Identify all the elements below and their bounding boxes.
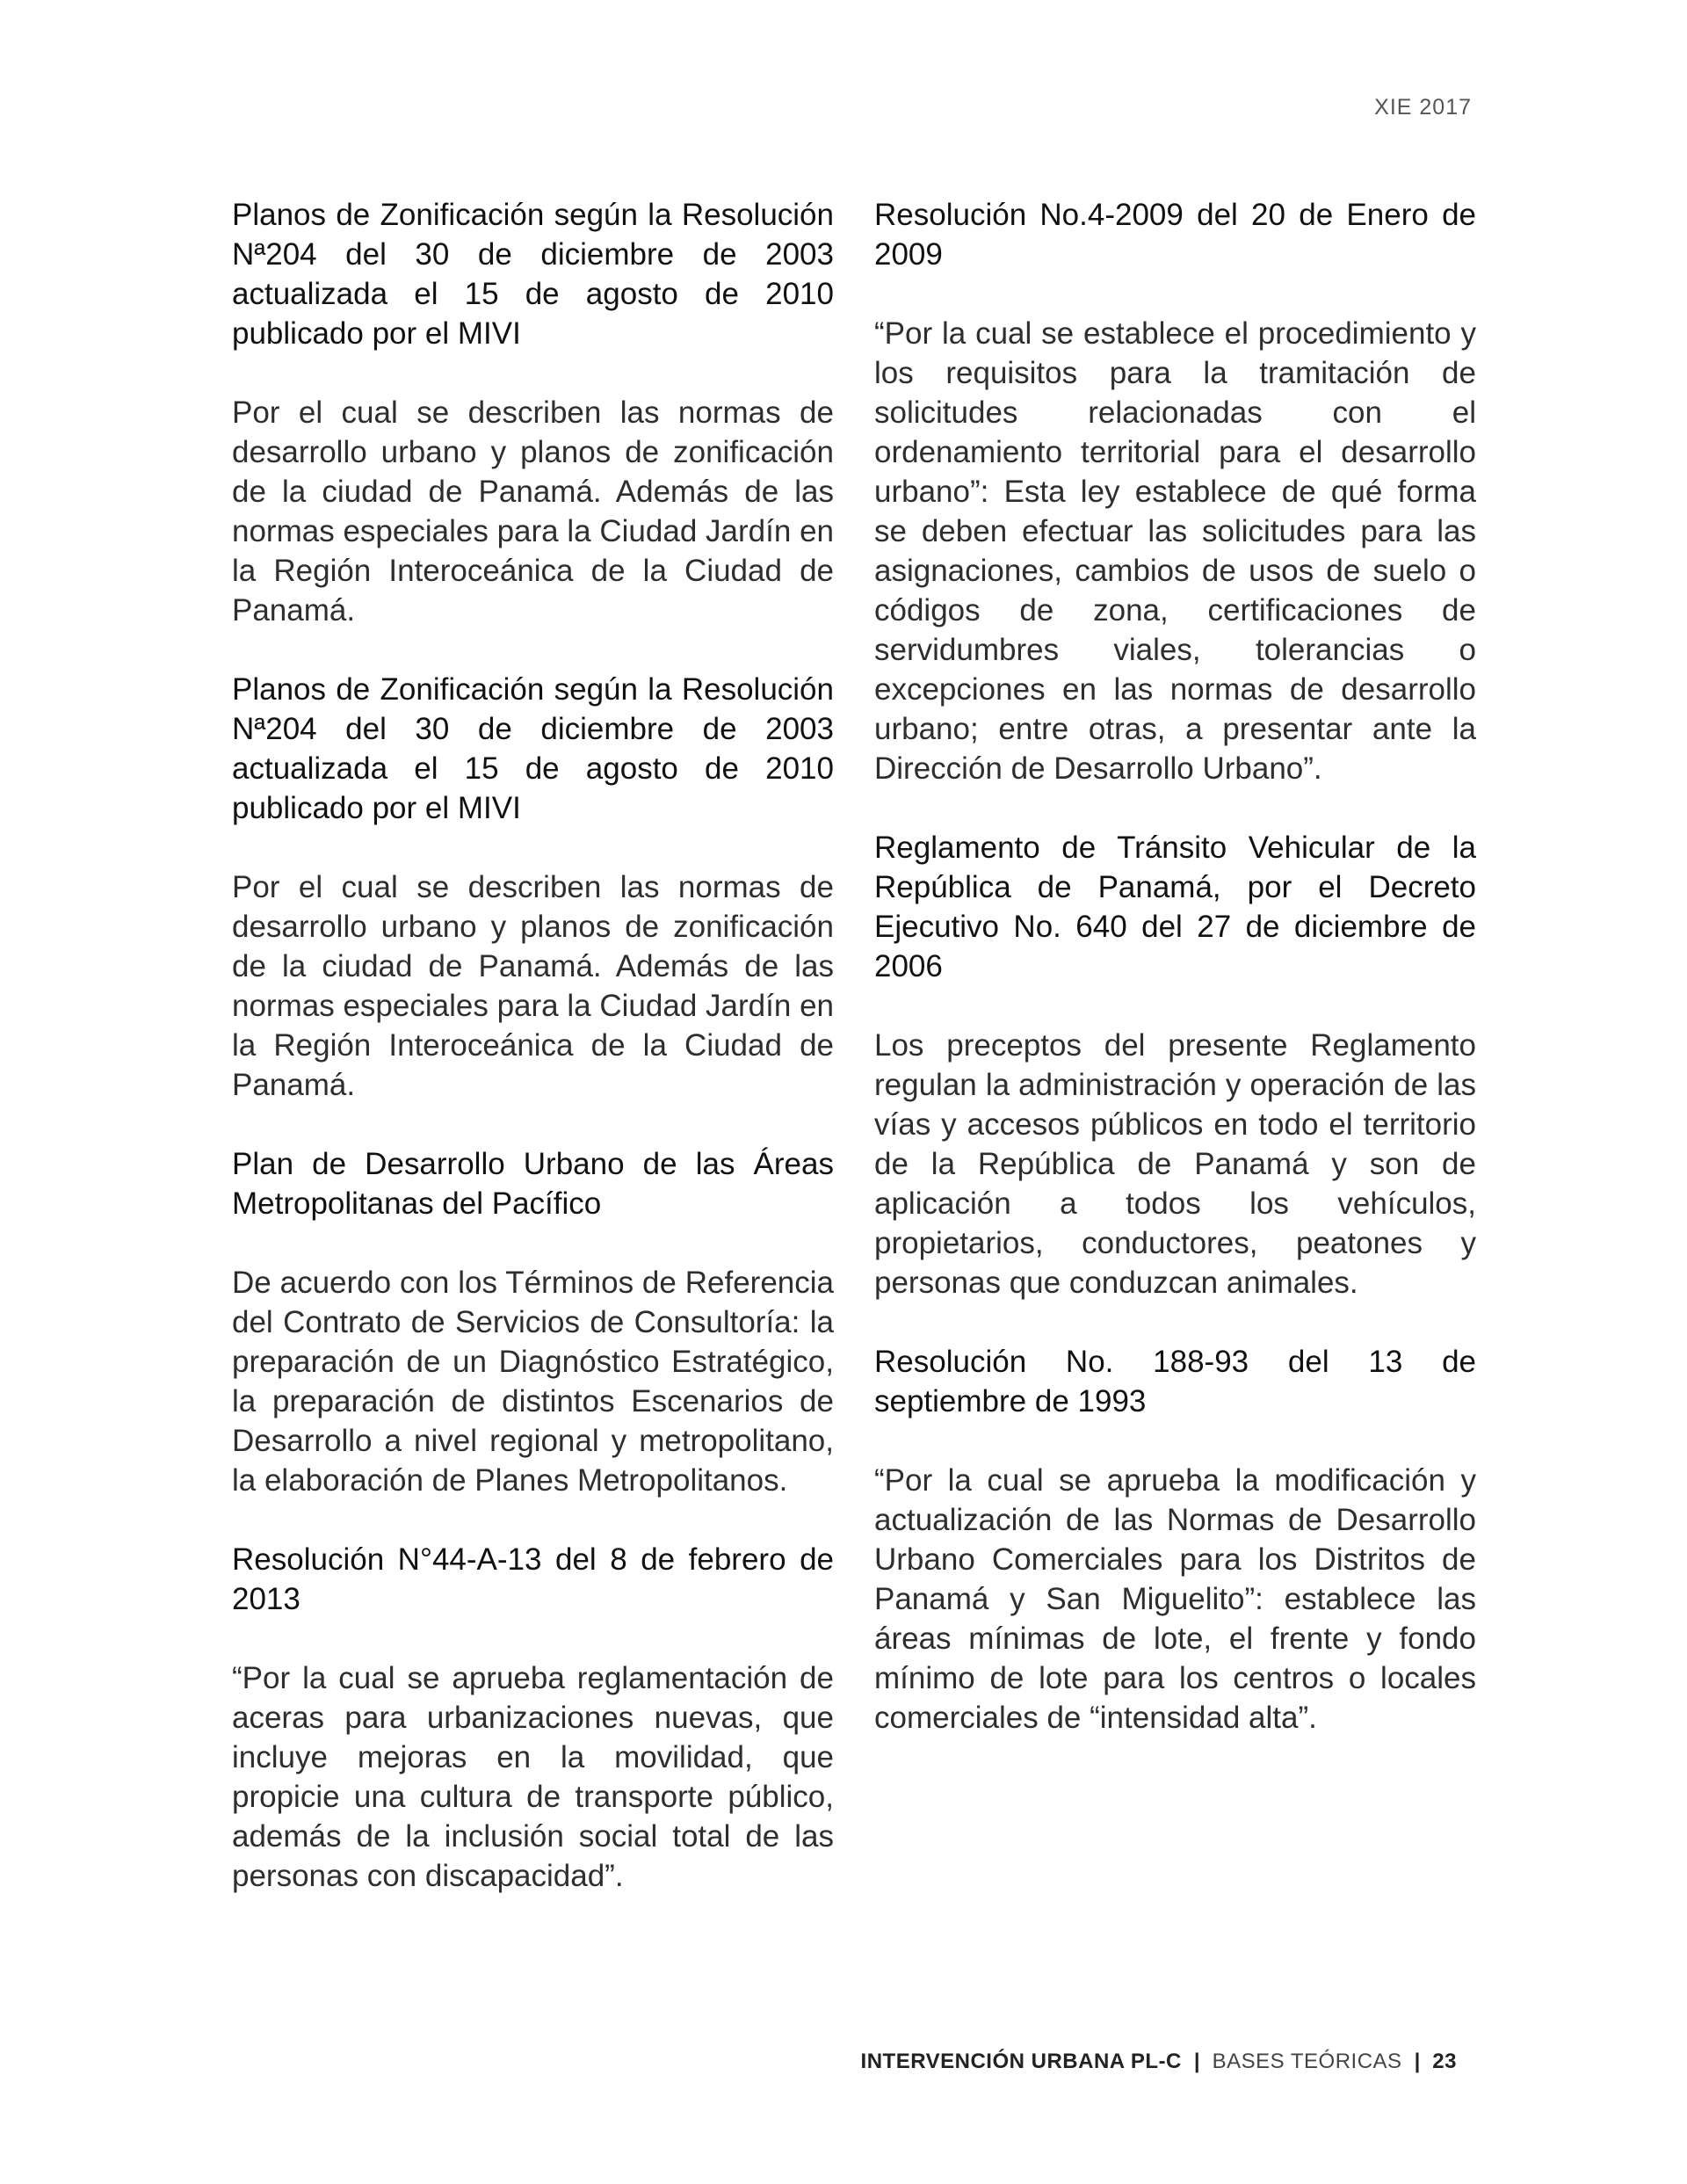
section-paragraph: De acuerdo con los Términos de Referencia del Contrato de Servicios de Consultoría: la preparación de un Diagnóstico Estratégico, la preparación de distintos Escenarios de Desarrollo a nivel regional y metropolitano, la elaboración de Planes Metropolitanos. <box>232 1266 834 1498</box>
page-number: 23 <box>1432 2050 1457 2073</box>
footer-separator: | <box>1414 2050 1421 2073</box>
section-paragraph: “Por la cual se establece el procedimiento y los requisitos para la tramitación de solicitudes relacionadas con el ordenamiento territorial para el desarrollo urbano”: Esta ley establece de qué forma se deben efectuar las solicitudes para las asignaciones, cambios de usos de suelo o códigos de zona, certificaciones de servidumbres viales, tolerancias o excepciones en las normas de desarrollo urbano; entre otras, a presentar ante la Dirección de Desarrollo Urbano”. <box>874 316 1476 786</box>
section-heading: Plan de Desarrollo Urbano de las Áreas Metropolitanas del Pacífico <box>232 1147 834 1221</box>
section-heading: Resolución No.4-2009 del 20 de Enero de 2009 <box>874 198 1476 272</box>
section-heading: Planos de Zonificación según la Resolución Nª204 del 30 de diciembre de 2003 actualizada el 15 de agosto de 2010 publicado por el MIVI <box>232 198 834 351</box>
section-heading: Reglamento de Tránsito Vehicular de la República de Panamá, por el Decreto Ejecutivo No. 640 del 27 de diciembre de 2006 <box>874 831 1476 983</box>
section-paragraph: Por el cual se describen las normas de desarrollo urbano y planos de zonificación de la ciudad de Panamá. Además de las normas especiales para la Ciudad Jardín en la Región Interoceánica de la Ciudad de Panamá. <box>232 395 834 628</box>
section-paragraph: Por el cual se describen las normas de desarrollo urbano y planos de zonificación de la ciudad de Panamá. Además de las normas especiales para la Ciudad Jardín en la Región Interoceánica de la Ciudad de Panamá. <box>232 870 834 1102</box>
right-column <box>874 195 1476 1777</box>
header-code: XIE 2017 <box>1374 95 1472 120</box>
section-paragraph: “Por la cual se aprueba la modificación y actualización de las Normas de Desarrollo Urbano Comerciales para los Distritos de Panamá y San Miguelito”: establece las áreas mínimas de lote, el frente y fondo mínimo de lote para los centros o locales comerciales de “intensidad alta”. <box>874 1463 1476 1735</box>
footer-section: BASES TEÓRICAS <box>1212 2050 1402 2073</box>
section-paragraph: “Por la cual se aprueba reglamentación de aceras para urbanizaciones nuevas, que incluye mejoras en la movilidad, que propicie una cultura de transporte público, además de la inclusión social total de las personas con discapacidad”. <box>232 1661 834 1893</box>
footer-publication: INTERVENCIÓN URBANA PL-C <box>860 2050 1182 2073</box>
section-heading: Planos de Zonificación según la Resolución Nª204 del 30 de diciembre de 2003 actualizada el 15 de agosto de 2010 publicado por el MIVI <box>232 672 834 825</box>
page-footer <box>861 2050 1457 2074</box>
left-column <box>232 195 834 1935</box>
section-paragraph: Los preceptos del presente Reglamento regulan la administración y operación de las vías y accesos públicos en todo el territorio de la República de Panamá y son de aplicación a todos los vehículos, propietarios, conductores, peatones y personas que conduzcan animales. <box>874 1028 1476 1300</box>
section-heading: Resolución No. 188-93 del 13 de septiembre de 1993 <box>874 1345 1476 1419</box>
section-heading: Resolución N°44-A-13 del 8 de febrero de 2013 <box>232 1542 834 1616</box>
footer-separator: | <box>1193 2050 1200 2073</box>
